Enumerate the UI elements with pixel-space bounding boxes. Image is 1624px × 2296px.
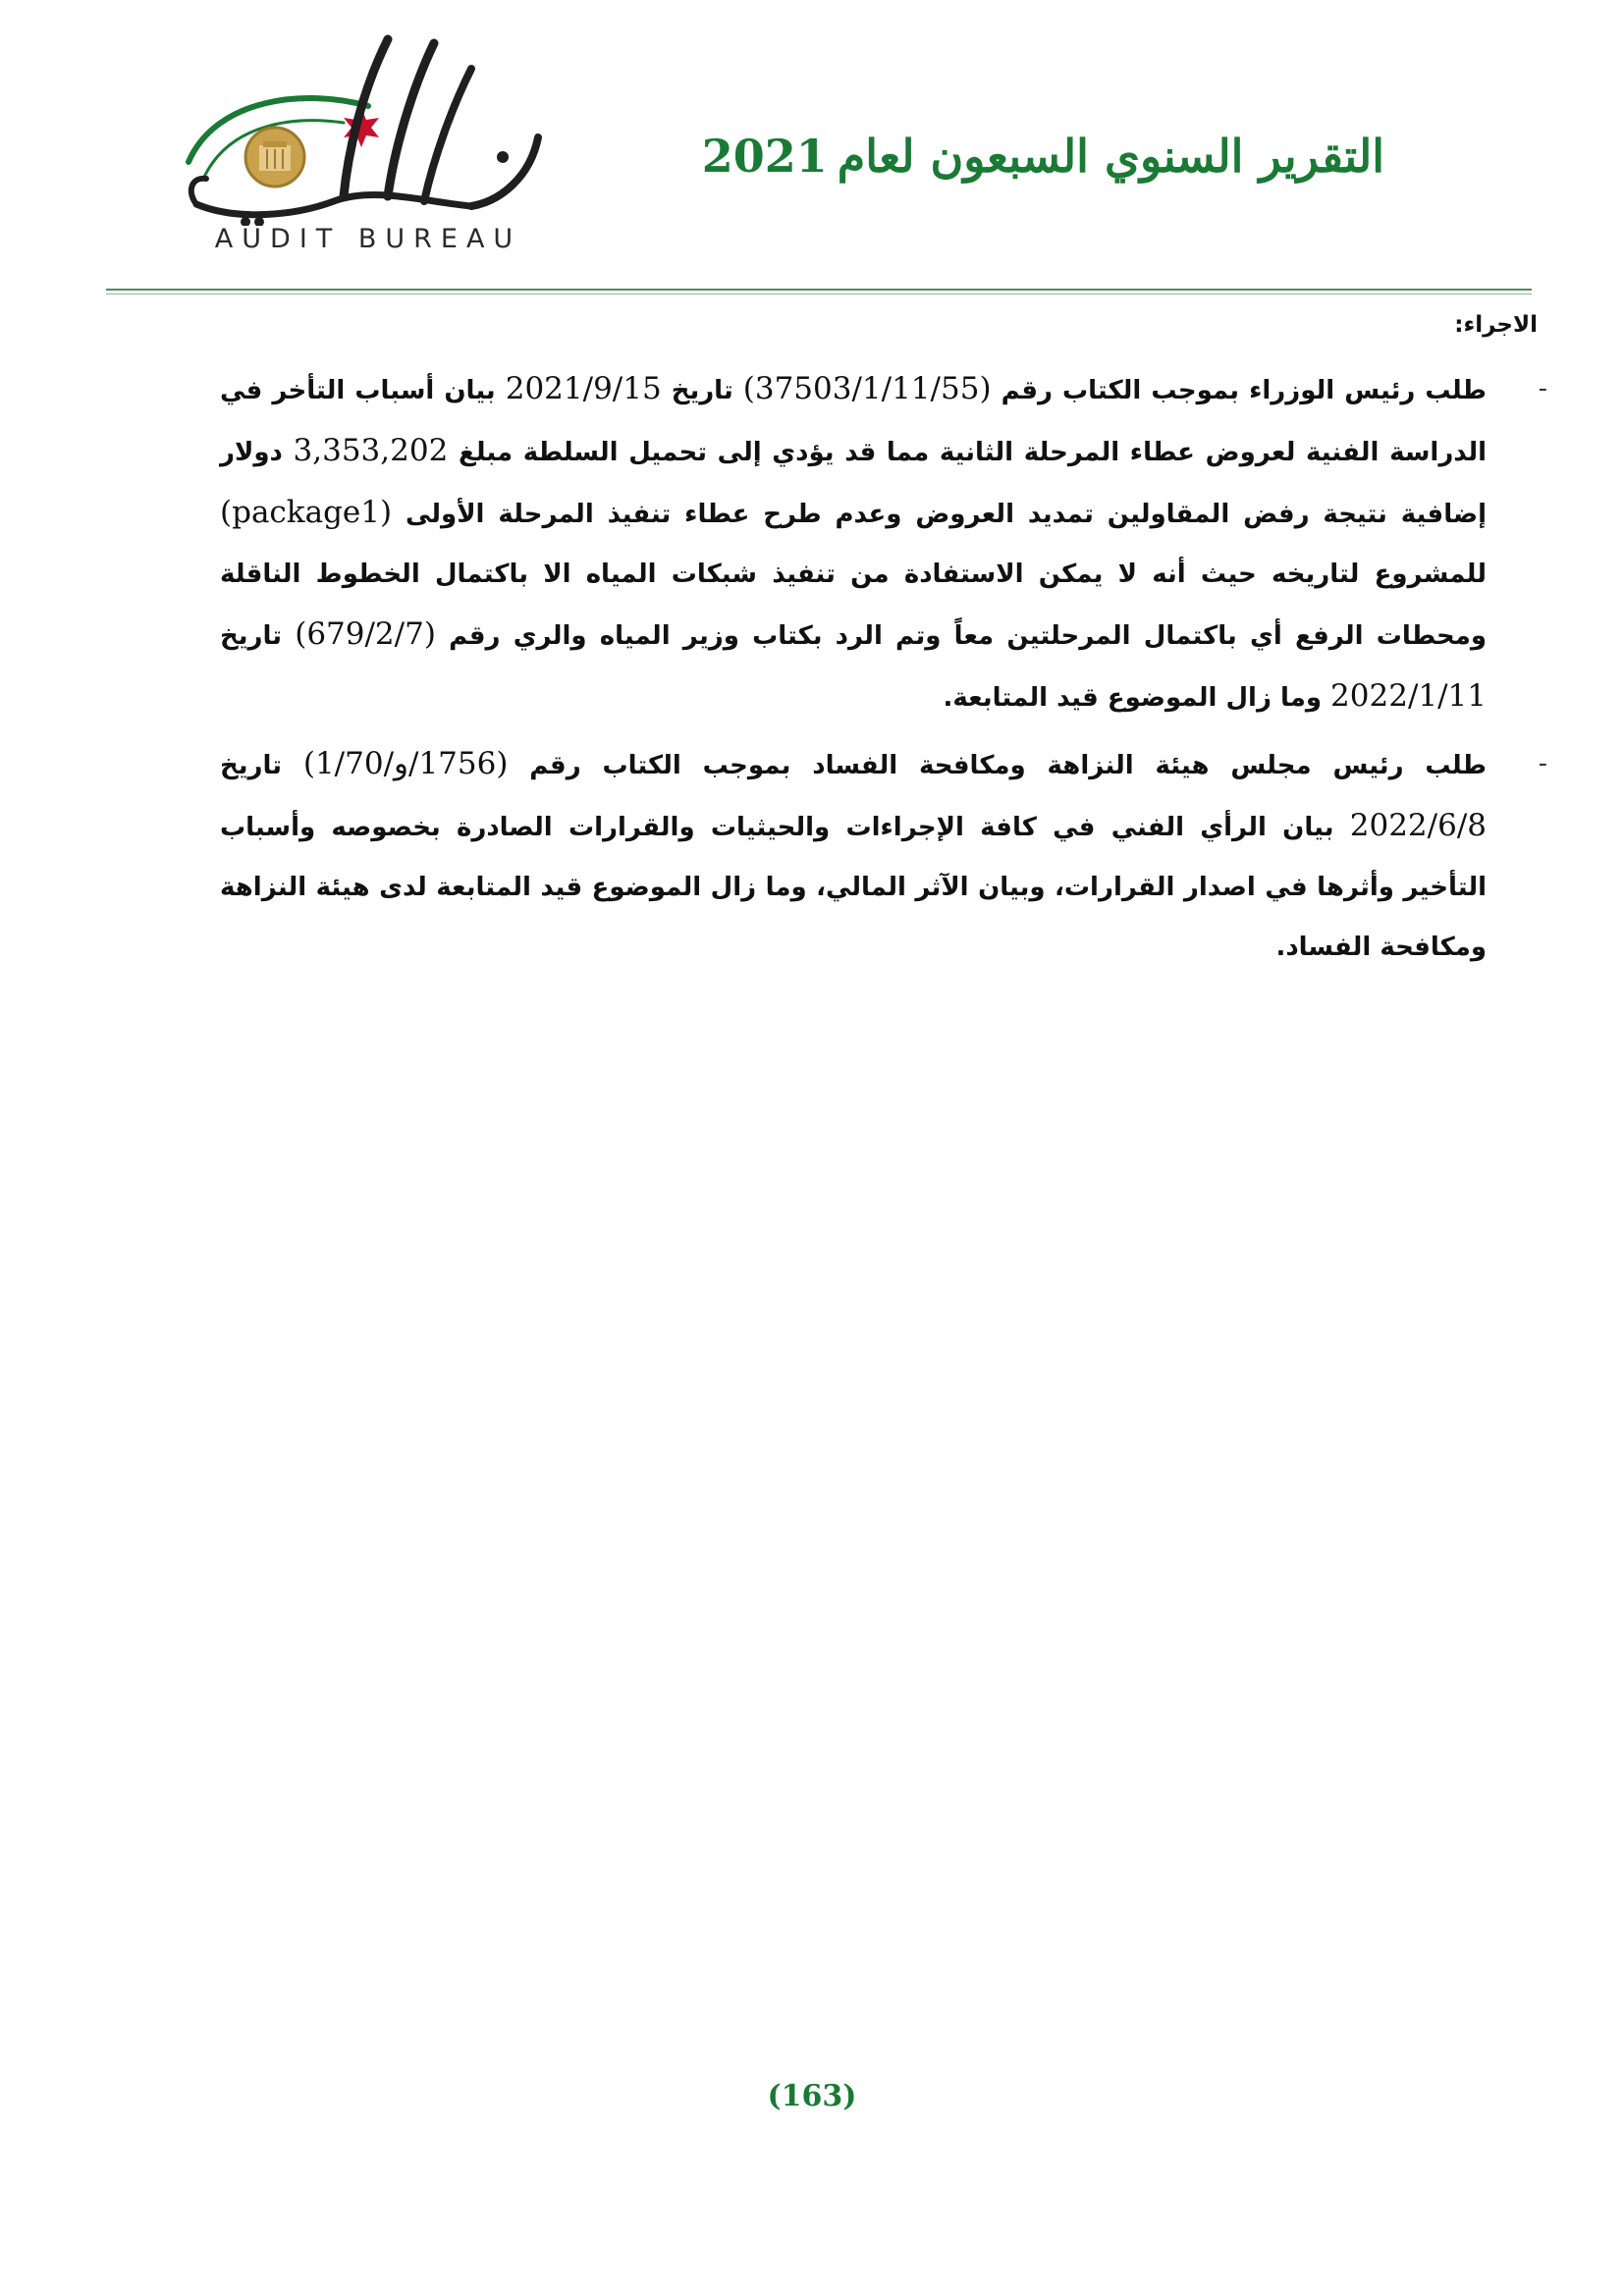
procedure-text: تاريخ xyxy=(220,621,296,651)
report-year: 2021 xyxy=(701,130,828,183)
letter-number: (679/2/7) xyxy=(295,616,436,652)
report-title xyxy=(702,130,1384,183)
procedure-text: بيان الرأي الفني في كافة الإجراءات والحيثيات والقرارات الصادرة بخصوصه وأسباب التأخير وأثرها في اصدار القرارات، وبيان الآثر المالي، وما زال الموضوع قيد المتابعة لدى هيئة النزاهة ومكافحة الفساد. xyxy=(220,813,1487,962)
letter-date: 2021/9/15 xyxy=(505,371,662,406)
procedure-text: تاريخ xyxy=(661,376,743,405)
procedure-item xyxy=(220,359,1547,728)
letter-number: (37503/1/11/55) xyxy=(742,371,992,406)
list-marker: - xyxy=(1538,749,1547,778)
audit-bureau-logo xyxy=(177,29,560,265)
procedure-text: طلب رئيس الوزراء بموجب الكتاب رقم xyxy=(991,376,1487,405)
page-number: (163) xyxy=(767,2079,857,2113)
logo-emblem-icon xyxy=(177,29,560,226)
report-title-text: التقرير السنوي السبعون لعام xyxy=(837,130,1384,183)
procedure-text: بيان أسباب التأخر في الدراسة الفنية لعروض عطاء المرحلة الثانية مما قد يؤدي إلى تحميل السلطة مبلغ xyxy=(220,376,1487,467)
letter-number: (1756/و/1/70) xyxy=(302,746,509,781)
procedure-text: وما زال الموضوع قيد المتابعة. xyxy=(943,683,1331,713)
letter-date: 2022/1/11 xyxy=(1330,678,1487,714)
section-label: الاجراء: xyxy=(1454,312,1538,338)
letter-date: 2022/6/8 xyxy=(1349,808,1487,843)
package-ref: (package1) xyxy=(220,495,393,530)
procedure-text: دولار إضافية نتيجة رفض المقاولين تمديد العروض وعدم طرح عطاء تنفيذ المرحلة الأولى xyxy=(220,438,1487,529)
procedure-text: للمشروع لتاريخه حيث أنه لا يمكن الاستفادة من تنفيذ شبكات المياه الا باكتمال الخطوط الناقلة ومحطات الرفع أي باكتمال المرحلتين معاً وتم الرد بكتاب وزير المياه والري رقم xyxy=(220,560,1487,651)
logo-caption: AUDIT BUREAU xyxy=(214,224,522,254)
list-marker: - xyxy=(1538,374,1547,403)
amount: 3,353,202 xyxy=(293,433,449,468)
procedure-item xyxy=(220,734,1547,978)
procedure-text: طلب رئيس مجلس هيئة النزاهة ومكافحة الفساد بموجب الكتاب رقم xyxy=(508,751,1487,780)
header-divider xyxy=(106,289,1532,291)
procedures-list xyxy=(220,359,1547,984)
procedure-text: تاريخ xyxy=(220,751,303,780)
